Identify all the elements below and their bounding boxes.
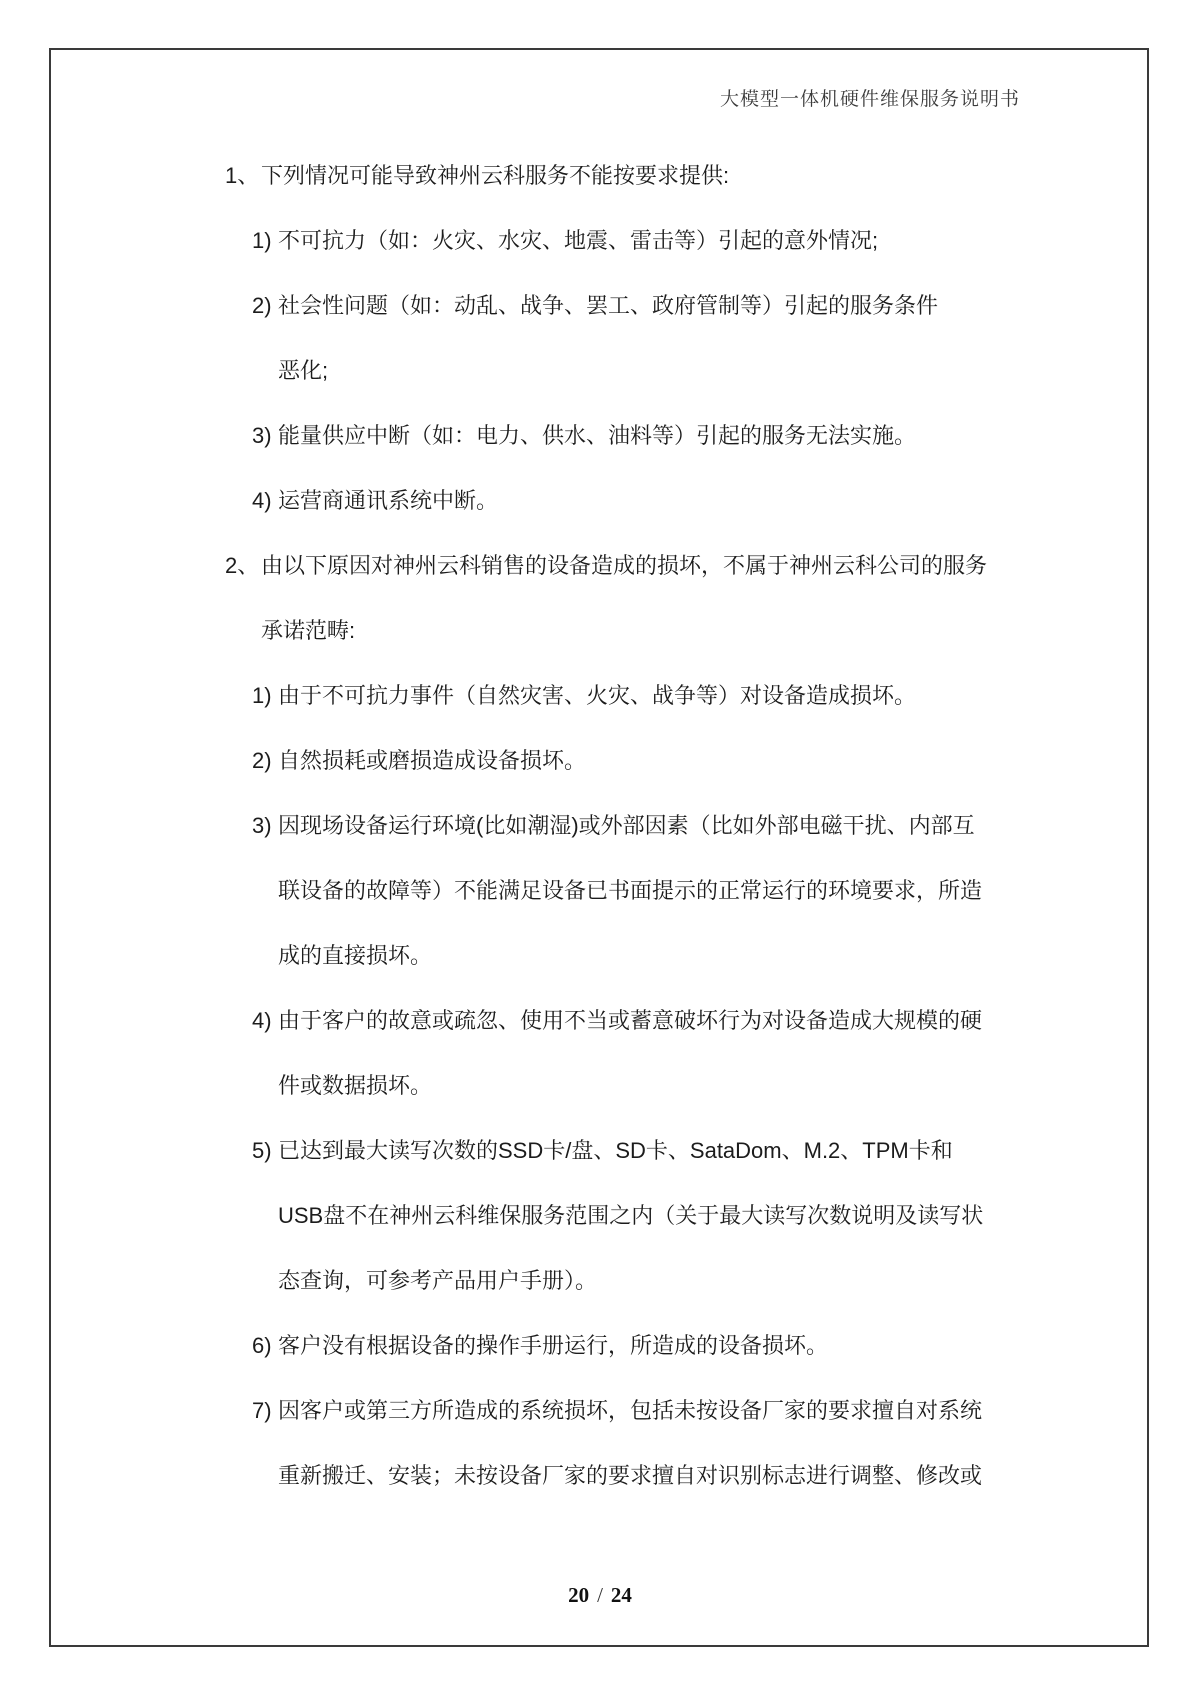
line-text: 社会性问题（如：动乱、战争、罢工、政府管制等）引起的服务条件 — [278, 293, 939, 318]
document-line — [225, 923, 1025, 988]
list-number: 4) — [252, 488, 272, 513]
list-number: 3) — [252, 813, 272, 838]
document-line — [225, 338, 1025, 403]
line-text: 态查询，可参考产品用户手册）。 — [278, 1268, 598, 1293]
document-line — [225, 1443, 1025, 1508]
line-text: 能量供应中断（如：电力、供水、油料等）引起的服务无法实施。 — [278, 423, 917, 448]
document-line — [225, 468, 1025, 533]
list-number: 2、 — [225, 553, 260, 578]
list-number: 1) — [252, 683, 272, 708]
line-text: 承诺范畴: — [261, 618, 356, 643]
document-line — [225, 1183, 1025, 1248]
line-text: 成的直接损坏。 — [278, 943, 433, 968]
document-header-title: 大模型一体机硬件维保服务说明书 — [719, 89, 1020, 110]
list-number: 1) — [252, 228, 272, 253]
line-text: 不可抗力（如：火灾、水灾、地震、雷击等）引起的意外情况; — [278, 228, 879, 253]
document-line — [225, 1248, 1025, 1313]
page-footer — [0, 1583, 1200, 1608]
list-number: 1、 — [225, 163, 260, 188]
line-text: 由于不可抗力事件（自然灾害、火灾、战争等）对设备造成损坏。 — [278, 683, 917, 708]
document-line — [225, 858, 1025, 923]
list-number: 5) — [252, 1138, 272, 1163]
document-line — [225, 1378, 1025, 1443]
page-number-separator: / — [597, 1583, 603, 1607]
line-text: 下列情况可能导致神州云科服务不能按要求提供: — [261, 163, 730, 188]
line-text: 恶化; — [278, 358, 329, 383]
line-text: 运营商通讯系统中断。 — [278, 488, 499, 513]
line-text: 因现场设备运行环境(比如潮湿)或外部因素（比如外部电磁干扰、内部互 — [278, 813, 975, 838]
line-text: 已达到最大读写次数的SSD卡/盘、SD卡、SataDom、M.2、TPM卡和 — [278, 1138, 953, 1163]
line-text: 重新搬迁、安装；未按设备厂家的要求擅自对识别标志进行调整、修改或 — [278, 1463, 983, 1488]
document-line — [225, 1053, 1025, 1118]
total-page-number: 24 — [610, 1583, 632, 1607]
line-text: 件或数据损坏。 — [278, 1073, 433, 1098]
document-line — [225, 1313, 1025, 1378]
document-line — [225, 208, 1025, 273]
line-text: 客户没有根据设备的操作手册运行，所造成的设备损坏。 — [278, 1333, 829, 1358]
line-text: 由于客户的故意或疏忽、使用不当或蓄意破坏行为对设备造成大规模的硬 — [278, 1008, 983, 1033]
list-number: 6) — [252, 1333, 272, 1358]
list-number: 2) — [252, 293, 272, 318]
list-number: 3) — [252, 423, 272, 448]
document-line — [225, 143, 1025, 208]
line-text: 由以下原因对神州云科销售的设备造成的损坏，不属于神州云科公司的服务 — [261, 553, 988, 578]
document-line — [225, 663, 1025, 728]
document-line — [225, 403, 1025, 468]
document-line — [225, 728, 1025, 793]
document-line — [225, 273, 1025, 338]
document-line — [225, 988, 1025, 1053]
document-line — [225, 533, 1025, 598]
document-lines — [225, 143, 1025, 1508]
line-text: 自然损耗或磨损造成设备损坏。 — [278, 748, 587, 773]
list-number: 7) — [252, 1398, 272, 1423]
document-line — [225, 598, 1025, 663]
line-text: USB盘不在神州云科维保服务范围之内（关于最大读写次数说明及读写状 — [278, 1203, 984, 1228]
list-number: 2) — [252, 748, 272, 773]
line-text: 因客户或第三方所造成的系统损坏，包括未按设备厂家的要求擅自对系统 — [278, 1398, 983, 1423]
document-line — [225, 1118, 1025, 1183]
document-line — [225, 793, 1025, 858]
line-text: 联设备的故障等）不能满足设备已书面提示的正常运行的环境要求，所造 — [278, 878, 983, 903]
current-page-number: 20 — [568, 1583, 590, 1607]
list-number: 4) — [252, 1008, 272, 1033]
